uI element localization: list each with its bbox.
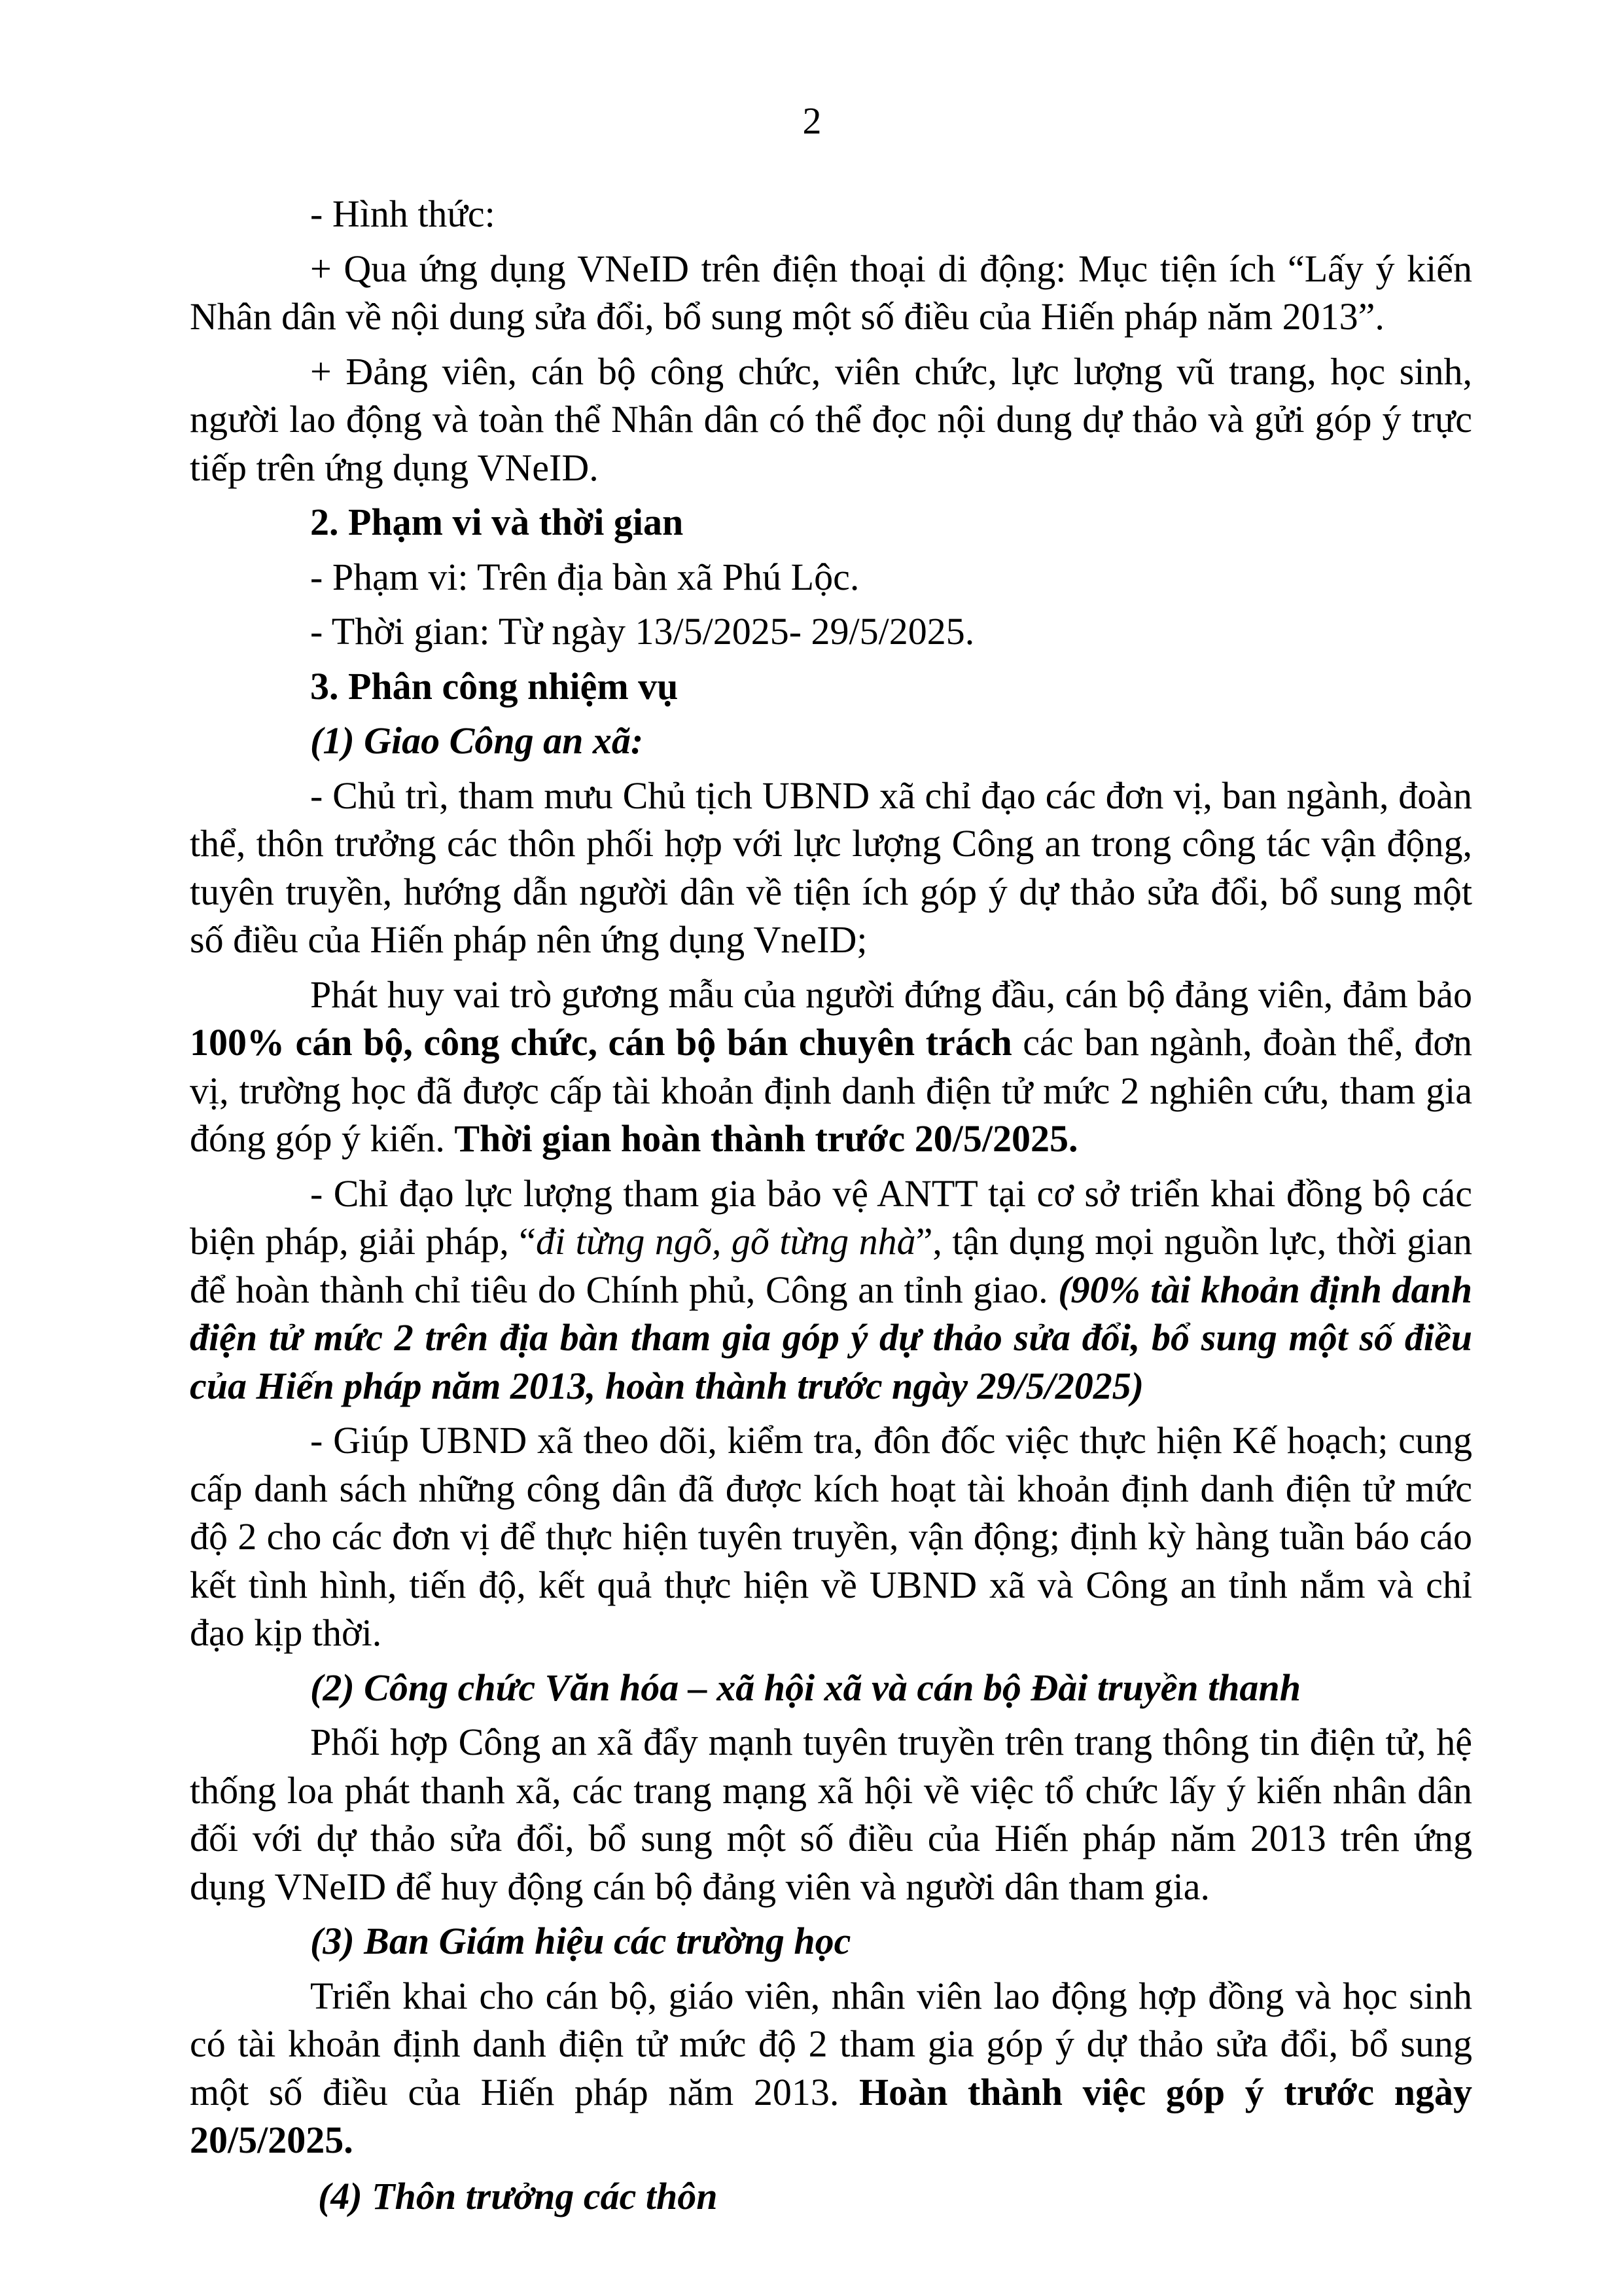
police-p2-text-c: các ban ngành, đoàn thể, đơn vị, trường học đã được cấp tài khoản định danh điện tử mức 2 nghiên cứu, tham gia đóng góp ý kiến. — [190, 1021, 1472, 1160]
schools-paragraph-1 — [190, 1972, 1472, 2164]
police-paragraph-4: - Giúp UBND xã theo dõi, kiểm tra, đôn đốc việc thực hiện Kế hoạch; cung cấp danh sách những công dân đã được kích hoạt tài khoản định danh điện tử mức độ 2 cho các đơn vị để thực hiện tuyên truyền, vận động; định kỳ hàng tuần báo cáo kết tình hình, tiến độ, kết quả thực hiện về UBND xã và Công an tỉnh nắm và chỉ đạo kịp thời. — [190, 1419, 1472, 1654]
police-paragraph-2 — [190, 971, 1472, 1163]
time-text: - Thời gian: Từ ngày 13/5/2025- 29/5/2025. — [310, 610, 975, 653]
culture-paragraph-1: Phối hợp Công an xã đẩy mạnh tuyên truyền trên trang thông tin điện tử, hệ thống loa phát thanh xã, các trang mạng xã hội về việc tổ chức lấy ý kiến nhân dân đối với dự thảo sửa đổi, bổ sung một số điều của Hiến pháp năm 2013 trên ứng dụng VNeID để huy động cán bộ đảng viên và người dân tham gia. — [190, 1721, 1472, 1908]
police-p3-text-a: - Chỉ đạo lực lượng tham gia bảo vệ ANTT tại cơ sở triển khai đồng bộ các biện pháp, giải pháp, “ — [190, 1172, 1472, 1263]
police-p2-text-a: Phát huy vai trò gương mẫu của người đứng đầu, cán bộ đảng viên, đảm bảo — [310, 973, 1472, 1016]
schools-heading: (3) Ban Giám hiệu các trường học — [310, 1920, 851, 1962]
police-paragraph-3 — [190, 1170, 1472, 1410]
police-p3-target: (90% tài khoản định danh điện tử mức 2 trên địa bàn tham gia góp ý dự thảo sửa đổi, bổ sung một số điều của Hiến pháp năm 2013, hoàn thành trước ngày 29/5/2025) — [190, 1268, 1472, 1407]
page-number: 2 — [802, 99, 822, 142]
police-p2-deadline: Thời gian hoàn thành trước 20/5/2025. — [454, 1117, 1078, 1160]
section-2-heading: 2. Phạm vi và thời gian — [310, 501, 684, 543]
form-item-participants: + Đảng viên, cán bộ công chức, viên chức, lực lượng vũ trang, học sinh, người lao động và toàn thể Nhân dân có thể đọc nội dung dự thảo và gửi góp ý trực tiếp trên ứng dụng VNeID. — [190, 350, 1472, 489]
form-item-vneid-app: + Qua ứng dụng VNeID trên điện thoại di động: Mục tiện ích “Lấy ý kiến Nhân dân về nội dung sửa đổi, bổ sung một số điều của Hiến pháp năm 2013”. — [190, 247, 1472, 338]
form-label: - Hình thức: — [310, 192, 495, 235]
schools-p1-text: Triển khai cho cán bộ, giáo viên, nhân viên lao động hợp đồng và học sinh có tài khoản định danh điện tử mức độ 2 tham gia góp ý dự thảo sửa đổi, bổ sung một số điều của Hiến pháp năm 2013. — [190, 1974, 1472, 2113]
section-3-heading: 3. Phân công nhiệm vụ — [310, 664, 679, 708]
police-p3-text-c: ”, tận dụng mọi nguồn lực, thời gian để hoàn thành chỉ tiêu do Chính phủ, Công an tỉnh giao. — [190, 1220, 1472, 1311]
document-body — [190, 190, 1472, 2227]
schools-p1-deadline: Hoàn thành việc góp ý trước ngày 20/5/2025. — [190, 2070, 1472, 2161]
police-p3-slogan: đi từng ngõ, gõ từng nhà — [536, 1220, 916, 1263]
villages-heading: (4) Thôn trưởng các thôn — [318, 2174, 718, 2217]
scope-text: - Phạm vi: Trên địa bàn xã Phú Lộc. — [310, 555, 860, 598]
culture-heading: (2) Công chức Văn hóa – xã hội xã và cán bộ Đài truyền thanh — [310, 1666, 1301, 1709]
police-p2-bold-target: 100% cán bộ, công chức, cán bộ bán chuyên trách — [190, 1021, 1012, 1064]
police-heading: (1) Giao Công an xã: — [310, 719, 644, 762]
police-paragraph-1: - Chủ trì, tham mưu Chủ tịch UBND xã chỉ đạo các đơn vị, ban ngành, đoàn thể, thôn trưởng các thôn phối hợp với lực lượng Công an trong công tác vận động, tuyên truyền, hướng dẫn người dân về tiện ích góp ý dự thảo sửa đổi, bổ sung một số điều của Hiến pháp nên ứng dụng VneID; — [190, 774, 1472, 961]
